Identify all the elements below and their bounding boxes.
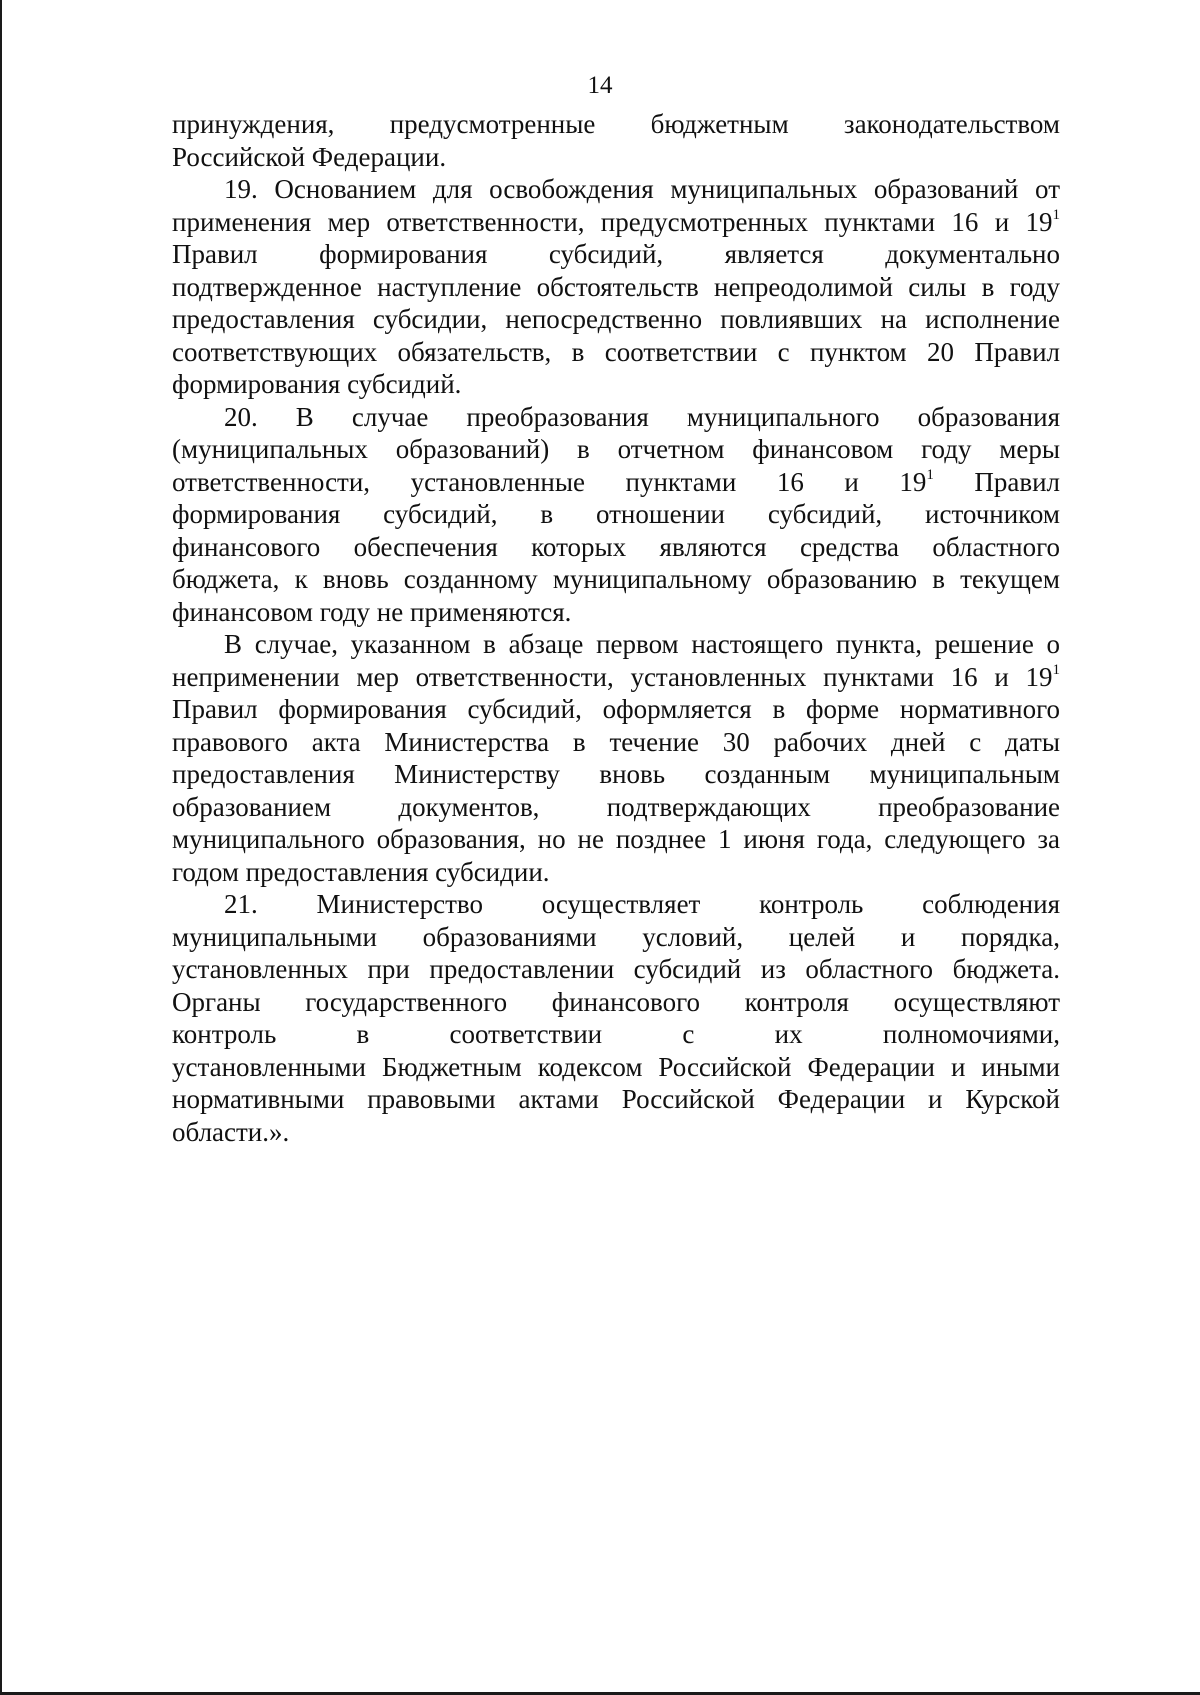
text-line: [172, 986, 1060, 1019]
superscript: 1: [926, 466, 934, 483]
line-text: 21. Министерство осуществляет контроль соблюдения: [224, 889, 1060, 919]
line-text: соответствующих обязательств, в соответствии с пунктом 20 Правил: [172, 336, 1060, 367]
line-text: 19. Основанием для освобождения муниципальных образований от: [224, 174, 1060, 204]
text-line: [172, 1116, 1060, 1149]
line-text: применения мер ответственности, предусмотренных пунктами 16 и 19: [172, 206, 1053, 237]
paragraph-p21: [172, 888, 1060, 1148]
line-text: предоставления субсидии, непосредственно повлиявших на исполнение: [172, 304, 1060, 334]
line-text: правового акта Министерства в течение 30 рабочих дней с даты: [172, 726, 1060, 757]
text-line: [172, 466, 1060, 499]
superscript: 1: [1052, 661, 1060, 678]
text-line: [172, 1083, 1060, 1116]
line-text: годом предоставления субсидии.: [172, 856, 550, 887]
scan-border-left: [0, 0, 2, 1695]
line-text-tail: Правил: [933, 466, 1061, 497]
line-text: принуждения, предусмотренные бюджетным законодательством: [172, 109, 1060, 139]
line-text: муниципального образования, но не позднее 1 июня года, следующего за: [172, 824, 1060, 854]
text-line: [172, 336, 1060, 369]
text-line: [172, 108, 1060, 141]
line-text: финансового обеспечения которых являются средства областного: [172, 531, 1060, 562]
text-line: [172, 141, 1060, 174]
line-text: Органы государственного финансового контроля осуществляют: [172, 986, 1060, 1017]
text-line: [172, 433, 1060, 466]
text-line: [172, 628, 1060, 661]
line-text: финансовом году не применяются.: [172, 596, 572, 627]
line-text: Правил формирования субсидий, является документально: [172, 239, 1060, 269]
text-line: [172, 238, 1060, 271]
paragraph-p0: [172, 108, 1060, 173]
line-text: бюджета, к вновь созданному муниципальному образованию в текущем: [172, 564, 1060, 594]
text-line: [172, 726, 1060, 759]
text-line: [172, 888, 1060, 921]
superscript: 1: [1052, 206, 1060, 223]
line-text: формирования субсидий, в отношении субсидий, источником: [172, 499, 1060, 529]
text-line: [172, 953, 1060, 986]
text-line: [172, 271, 1060, 304]
line-text: муниципальными образованиями условий, целей и порядка,: [172, 921, 1060, 952]
text-line: [172, 758, 1060, 791]
line-text: ответственности, установленные пунктами 16 и 19: [172, 466, 927, 497]
line-text: формирования субсидий.: [172, 369, 462, 399]
page-number: 14: [587, 72, 613, 99]
text-line: [172, 563, 1060, 596]
text-line: [172, 693, 1060, 726]
text-line: [172, 921, 1060, 954]
paragraph-p20b: [172, 628, 1060, 888]
line-text: установленными Бюджетным кодексом Российской Федерации и иными: [172, 1051, 1060, 1082]
text-line: [172, 856, 1060, 889]
paragraph-p19: [172, 173, 1060, 401]
line-text: (муниципальных образований) в отчетном финансовом году меры: [172, 434, 1060, 464]
text-line: [172, 1018, 1060, 1051]
line-text: 20. В случае преобразования муниципального образования: [224, 401, 1060, 432]
text-line: [172, 368, 1060, 401]
paragraph-p20: [172, 401, 1060, 629]
line-text: области.».: [172, 1116, 290, 1147]
line-text: установленных при предоставлении субсидий из областного бюджета.: [172, 954, 1060, 984]
text-line: [172, 1051, 1060, 1084]
line-text: подтвержденное наступление обстоятельств непреодолимой силы в году: [172, 271, 1060, 302]
document-body: [172, 108, 1060, 1148]
text-line: [172, 206, 1060, 239]
text-line: [172, 303, 1060, 336]
text-line: [172, 531, 1060, 564]
line-text: Правил формирования субсидий, оформляется в форме нормативного: [172, 694, 1060, 724]
text-line: [172, 791, 1060, 824]
line-text: образованием документов, подтверждающих преобразование: [172, 791, 1060, 822]
text-line: [172, 823, 1060, 856]
line-text: нормативными правовыми актами Российской Федерации и Курской: [172, 1084, 1060, 1114]
line-text: Российской Федерации.: [172, 141, 447, 172]
line-text: В случае, указанном в абзаце первом настоящего пункта, решение о: [224, 629, 1060, 659]
line-text: предоставления Министерству вновь созданным муниципальным: [172, 759, 1060, 789]
line-text: контроль в соответствии с их полномочиями,: [172, 1019, 1060, 1049]
line-text: неприменении мер ответственности, установленных пунктами 16 и 19: [172, 661, 1053, 692]
text-line: [172, 173, 1060, 206]
text-line: [172, 498, 1060, 531]
text-line: [172, 596, 1060, 629]
text-line: [172, 661, 1060, 694]
text-line: [172, 401, 1060, 434]
